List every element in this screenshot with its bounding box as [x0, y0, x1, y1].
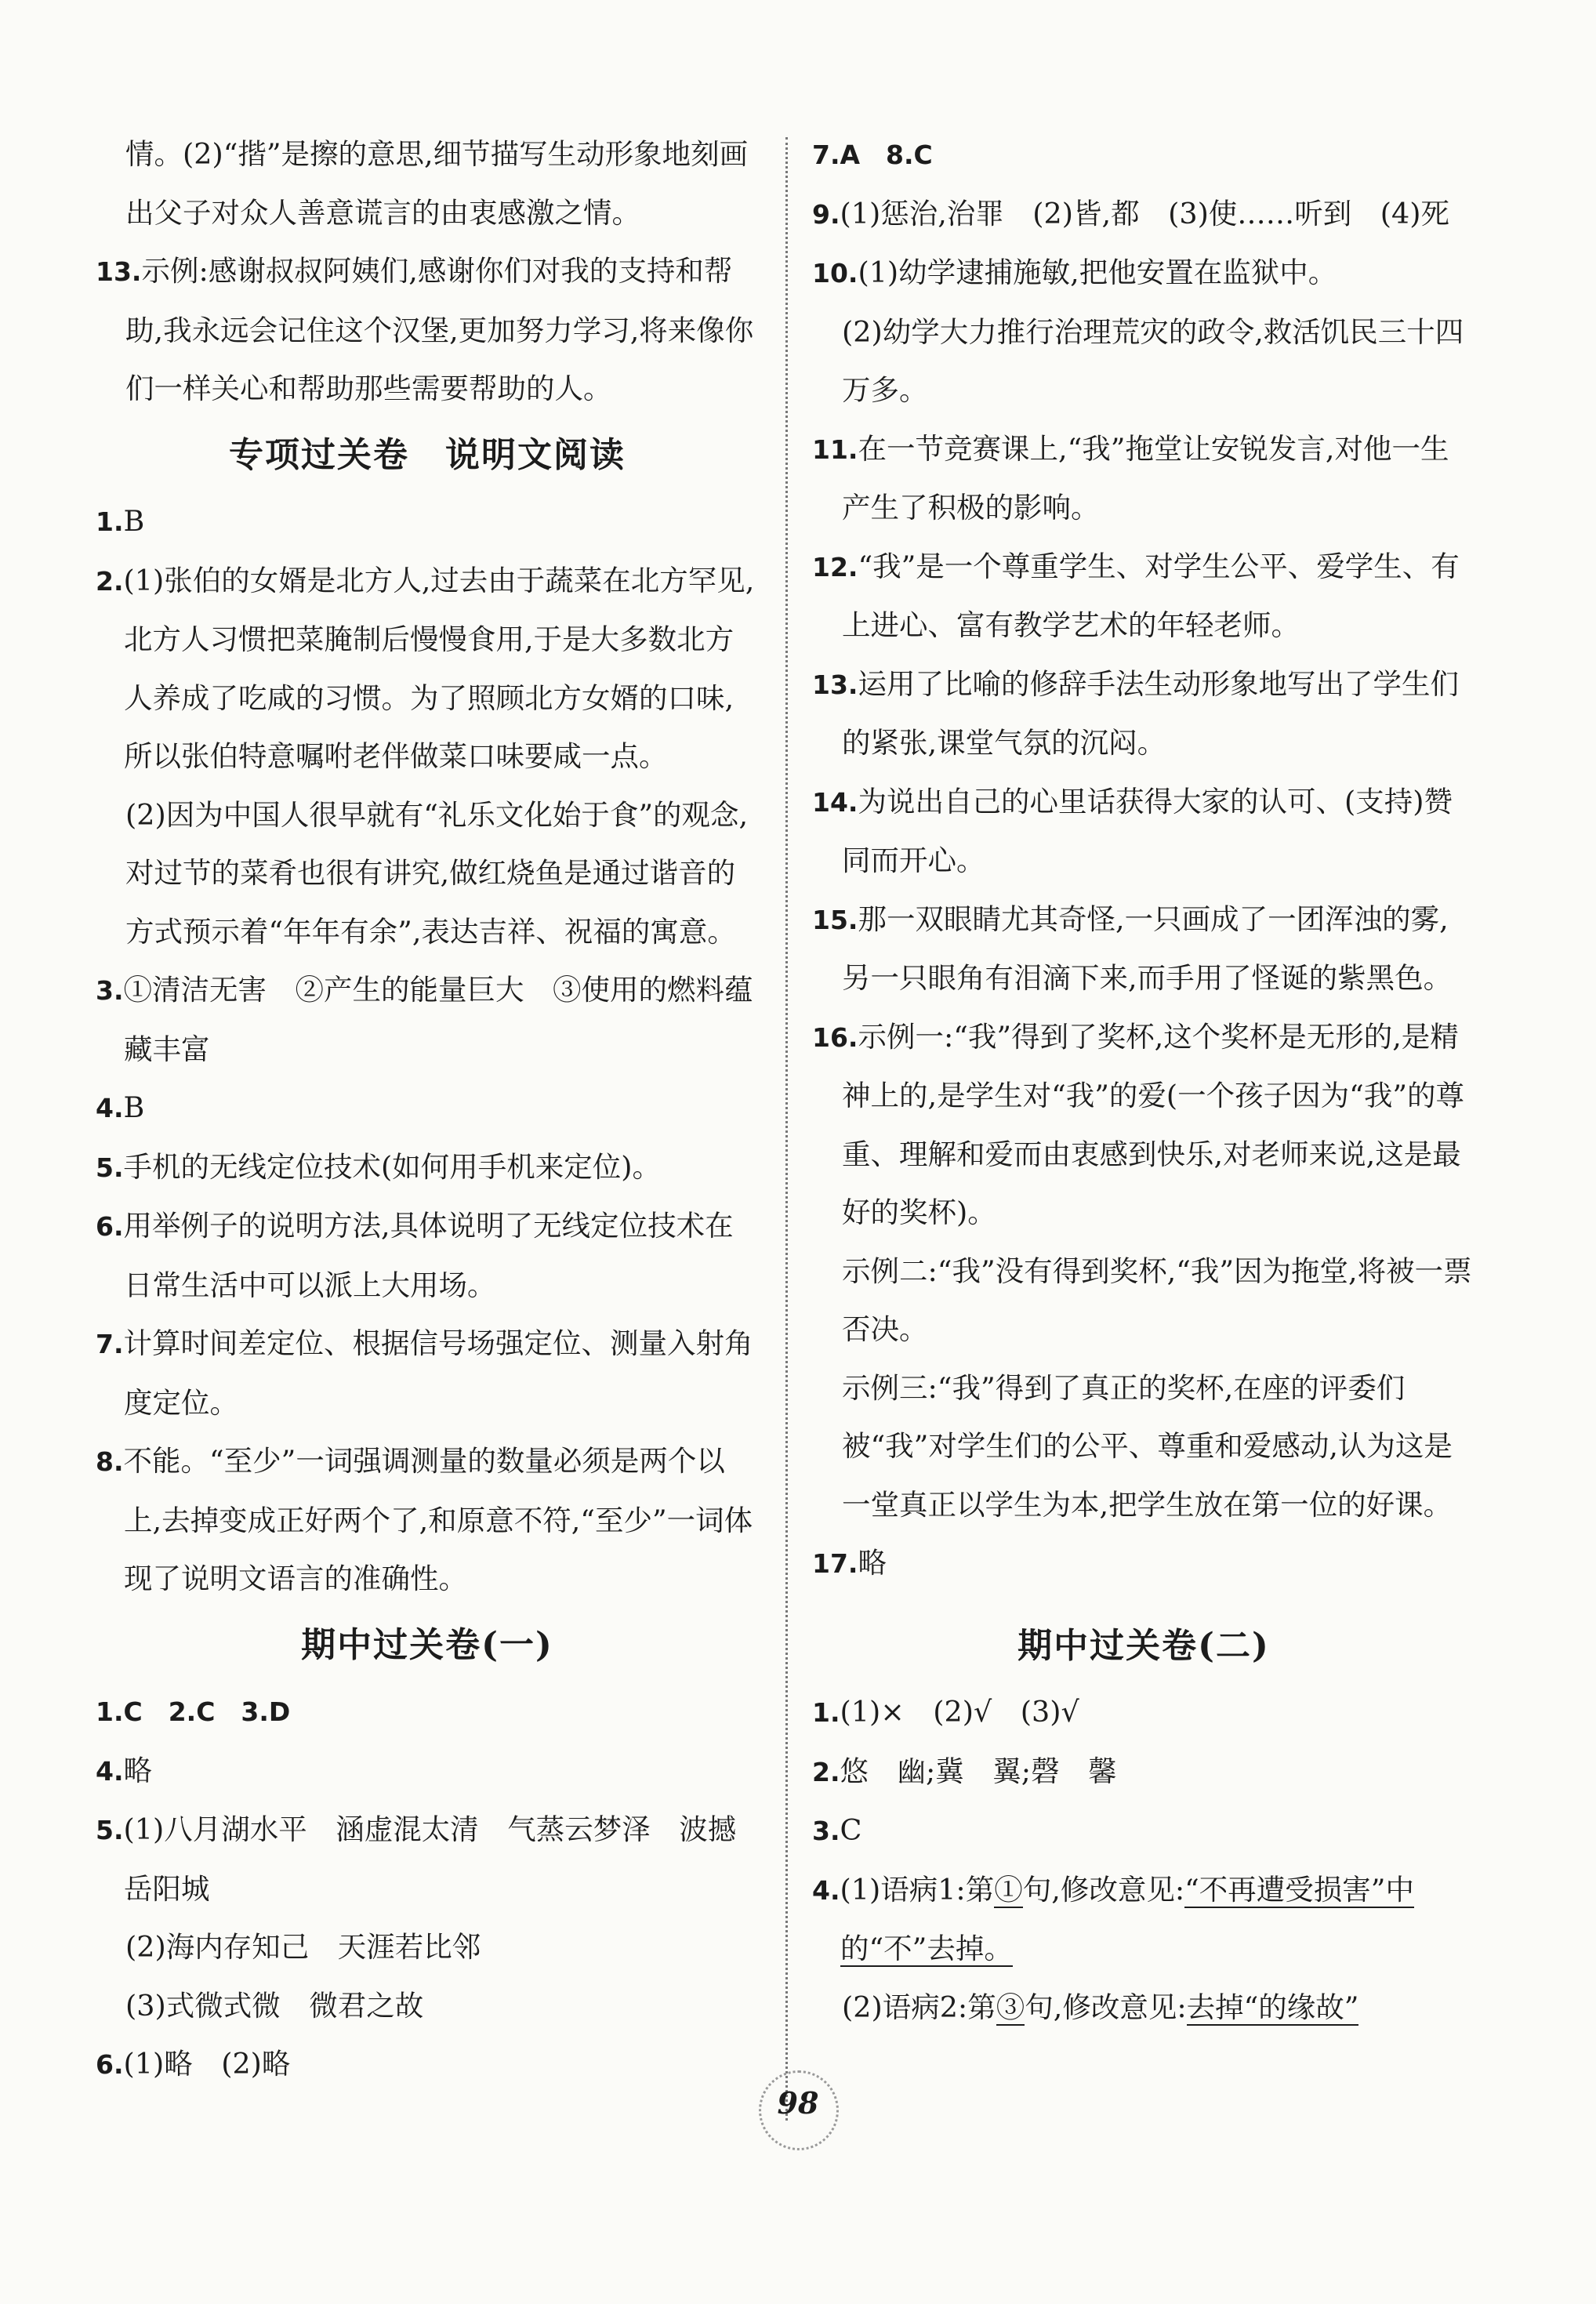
answer-text: 示例一:“我”得到了奖杯,这个奖杯是无形的,是精神上的,是学生对“我”的爱(一个孩子因为“我”的尊重、理解和爱而由衷感到快乐,对老师来说,这是最好的奖杯)。: [842, 1019, 1464, 1229]
answer-16-example3: [812, 1359, 1475, 1535]
answer-15: [812, 891, 1475, 1008]
right-column: [812, 125, 1475, 2037]
column-divider: [785, 137, 788, 2121]
answer-7-8: [812, 125, 1475, 185]
answer-text: (1)幼学逮捕施敏,把他安置在监狱中。: [858, 256, 1337, 289]
question-number: 5.: [96, 1152, 124, 1183]
question-number: 11.: [812, 434, 858, 465]
answer-text: (1)× (2)√ (3)√: [840, 1695, 1079, 1729]
text-line: 情。(2)“揩”是擦的意思,细节描写生动形象地刻画: [125, 137, 749, 171]
answer-text: (1)张伯的女婿是北方人,过去由于蔬菜在北方罕见,北方人习惯把菜腌制后慢慢食用,于是大多数北方人养成了吃咸的习惯。为了照顾北方女婿的口味,所以张伯特意嘱咐老伴做菜口味要咸一点。: [123, 563, 755, 773]
answer-s1-8: [96, 1432, 759, 1609]
answer-m1-4: [96, 1742, 759, 1801]
answer-s1-7: [96, 1315, 759, 1432]
answer-text: 运用了比喻的修辞手法生动形象地写出了学生们的紧张,课堂气氛的沉闷。: [842, 666, 1459, 760]
question-number: 6.: [96, 2049, 124, 2080]
answer-text: (2)海内存知己 天涯若比邻: [125, 1930, 481, 1964]
answer-m1-6: [96, 2035, 759, 2095]
answer-s1-5: [96, 1138, 759, 1198]
question-number: 4.: [96, 1755, 124, 1787]
answer-text: 悠 幽;冀 翼;磬 馨: [840, 1754, 1117, 1788]
question-number: 2.: [812, 1756, 840, 1787]
question-number: 16.: [812, 1021, 858, 1053]
answer-text: (3)式微式微 微君之故: [125, 1988, 424, 2023]
answer-text: 句,修改意见:: [1022, 1872, 1185, 1907]
question-numbers: 1.C 2.C 3.D: [96, 1696, 291, 1727]
answer-text: 用举例子的说明方法,具体说明了无线定位技术在日常生活中可以派上大用场。: [123, 1209, 734, 1302]
answer-16-example2: [812, 1243, 1475, 1359]
answer-17: [812, 1534, 1475, 1594]
answer-text: 示例二:“我”没有得到奖杯,“我”因为拖堂,将被一票否决。: [842, 1254, 1472, 1346]
answer-text: (2)因为中国人很早就有“礼乐文化始于食”的观念,对过节的菜肴也很有讲究,做红烧鱼是通过谐音的方式预示着“年年有余”,表达吉祥、祝福的寓意。: [125, 797, 749, 949]
section-heading-midterm-2: 期中过关卷(二): [1017, 1625, 1270, 1666]
answer-m2-4: [812, 1861, 1475, 1979]
correction-text: 去掉“的缘故”: [1186, 1990, 1359, 2024]
question-number: 3.: [96, 975, 124, 1006]
answer-12: [812, 538, 1475, 655]
answer-10: [812, 244, 1475, 303]
answer-text: 那一双眼睛尤其奇怪,一只画成了一团浑浊的雾,另一只眼角有泪滴下来,而手用了怪诞的紫黑色。: [842, 902, 1453, 995]
answer-16: [812, 1008, 1475, 1243]
answer-9: [812, 185, 1475, 245]
answer-s1-6: [96, 1197, 759, 1315]
question-number: 1.: [812, 1697, 840, 1728]
answer-text: 示例:感谢叔叔阿姨们,感谢你们对我的支持和帮助,我永远会记住这个汉堡,更加努力学习,将来像你们一样关心和帮助那些需要帮助的人。: [125, 254, 754, 405]
answer-14: [812, 773, 1475, 891]
question-number: 13.: [96, 256, 142, 287]
answer-text: 为说出自己的心里话获得大家的认可、(支持)赞同而开心。: [842, 784, 1453, 877]
page-number-badge: [720, 2066, 876, 2153]
answer-s1-2-part2: [96, 786, 759, 962]
answer-text: 略: [858, 1546, 887, 1580]
answer-m2-1: [812, 1683, 1475, 1743]
question-number: 4.: [96, 1093, 124, 1123]
question-number: 5.: [96, 1815, 124, 1845]
question-number: 1.: [96, 506, 124, 537]
left-column: [96, 125, 759, 2095]
answer-s1-2: [96, 552, 759, 786]
section-heading-expository: 专项过关卷 说明文阅读: [229, 434, 626, 475]
answer-text: “我”是一个尊重学生、对学生公平、爱学生、有上进心、富有教学艺术的年轻老师。: [842, 549, 1460, 642]
answer-m1-5: [96, 1801, 759, 1918]
answer-text: C: [840, 1813, 862, 1847]
answer-text: B: [123, 504, 145, 538]
answer-m2-3: [812, 1801, 1475, 1861]
question-number: 6.: [96, 1211, 124, 1242]
answer-text: ①清洁无害 ②产生的能量巨大 ③使用的燃料蕴藏丰富: [123, 973, 753, 1066]
answer-text: (2)语病2:第: [842, 1990, 996, 2024]
answer-m1-5-2: [96, 1918, 759, 1977]
q12-continuation: [96, 125, 759, 242]
question-number: 3.: [812, 1816, 840, 1846]
answer-m2-4-part2: [812, 1979, 1475, 2037]
answer-m1-1-3: [96, 1682, 759, 1742]
sentence-marker: ①: [994, 1872, 1023, 1907]
answer-text: 示例三:“我”得到了真正的奖杯,在座的评委们被“我”对学生们的公平、尊重和爱感动,认为这是一堂真正以学生为本,把学生放在第一位的好课。: [842, 1370, 1453, 1522]
answer-s1-1: [96, 492, 759, 552]
page-number: 98: [777, 2085, 819, 2121]
question-number: 12.: [812, 551, 858, 582]
answer-s1-3: [96, 961, 759, 1079]
answer-13: [812, 655, 1475, 773]
answer-text: (1)略 (2)略: [123, 2047, 291, 2081]
text-line: 出父子对众人善意谎言的由衷感激之情。: [125, 195, 640, 230]
answer-text: (2)幼学大力推行治理荒灾的政令,救活饥民三十四万多。: [842, 314, 1464, 407]
answer-text: (1)八月湖水平 涵虚混太清 气蒸云梦泽 波撼岳阳城: [123, 1812, 737, 1906]
question-number: 13.: [812, 669, 858, 700]
answer-text: 在一节竞赛课上,“我”拖堂让安锐发言,对他一生产生了积极的影响。: [842, 431, 1449, 524]
answer-text: 计算时间差定位、根据信号场强定位、测量入射角度定位。: [123, 1326, 753, 1420]
answer-13: [96, 242, 759, 419]
answer-text: 不能。“至少”一词强调测量的数量必须是两个以上,去掉变成正好两个了,和原意不符,“至少”一词体现了说明文语言的准确性。: [123, 1444, 753, 1595]
section-heading-midterm-1: 期中过关卷(一): [301, 1624, 553, 1665]
question-number: 4.: [812, 1874, 840, 1906]
answer-s1-4: [96, 1079, 759, 1138]
answer-text: (1)语病1:第: [840, 1872, 995, 1907]
answer-text: (1)惩治,治罪 (2)皆,都 (3)使……听到 (4)死: [840, 196, 1450, 230]
question-number: 14.: [812, 786, 858, 818]
answer-text: 手机的无线定位技术(如何用手机来定位)。: [123, 1149, 661, 1184]
answer-text: 略: [123, 1753, 152, 1787]
question-numbers: 7.A 8.C: [812, 140, 933, 170]
answer-m2-2: [812, 1743, 1475, 1802]
question-number: 2.: [96, 565, 124, 597]
correction-text: “不再遭受损害”中的“不”去掉。: [840, 1872, 1414, 1965]
question-number: 7.: [96, 1329, 124, 1359]
answer-text: 句,修改意见:: [1025, 1990, 1187, 2024]
question-number: 8.: [96, 1446, 124, 1477]
question-number: 17.: [812, 1548, 858, 1579]
answer-11: [812, 420, 1475, 538]
answer-m1-5-3: [96, 1977, 759, 2036]
answer-text: B: [123, 1090, 145, 1124]
answer-10-part2: [812, 303, 1475, 420]
question-number: 15.: [812, 904, 858, 935]
question-number: 10.: [812, 258, 858, 288]
question-number: 9.: [812, 198, 840, 230]
sentence-marker: ③: [996, 1990, 1025, 2024]
